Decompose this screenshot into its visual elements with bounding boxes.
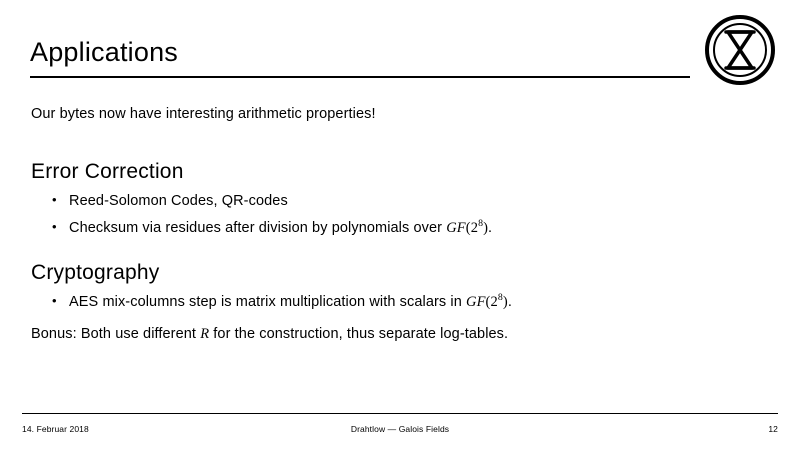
slide-body	[31, 106, 731, 343]
section-heading-cryptography: Cryptography	[31, 261, 160, 284]
title-block	[30, 38, 690, 78]
math-paren-close: )	[502, 294, 508, 310]
footer-divider	[22, 413, 778, 414]
bonus-text	[31, 326, 731, 343]
footer	[22, 424, 778, 434]
bullet-text: Reed-Solomon Codes, QR-codes	[69, 193, 288, 209]
footer-page-number: 12	[768, 424, 778, 434]
footer-title: Drahtlow — Galois Fields	[350, 424, 450, 434]
list-item	[69, 292, 731, 310]
math-exponent: 8	[497, 292, 503, 304]
bullet-text: AES mix-columns step is matrix multiplication with scalars in	[69, 294, 467, 310]
math-paren-open: (	[485, 294, 491, 310]
math-symbol-r: R	[200, 325, 210, 342]
bullet-list-error-correction	[31, 194, 731, 235]
circled-hourglass-logo	[704, 14, 776, 86]
math-symbol-gf: GF	[446, 219, 466, 236]
bullet-text-post: .	[507, 294, 512, 310]
section-heading-error-correction: Error Correction	[31, 160, 184, 183]
bonus-pre: Bonus: Both use different	[31, 325, 201, 342]
title-divider	[30, 76, 690, 78]
list-item	[69, 194, 731, 209]
bonus-post: for the construction, thus separate log-tables.	[209, 325, 509, 342]
math-paren-close: )	[483, 219, 489, 236]
list-item	[69, 217, 731, 236]
math-symbol-gf: GF	[466, 294, 486, 310]
bullet-list-cryptography	[31, 292, 731, 310]
bullet-text-post: .	[488, 219, 493, 236]
bullet-text: Checksum via residues after division by polynomials over	[69, 219, 447, 236]
math-base: 2	[490, 294, 498, 310]
math-base: 2	[470, 219, 479, 236]
page-title: Applications	[30, 37, 178, 67]
intro-text: Our bytes now have interesting arithmetic properties!	[31, 106, 376, 122]
footer-date: 14. Februar 2018	[22, 424, 89, 434]
math-exponent: 8	[478, 217, 484, 229]
math-paren-open: (	[465, 219, 471, 236]
